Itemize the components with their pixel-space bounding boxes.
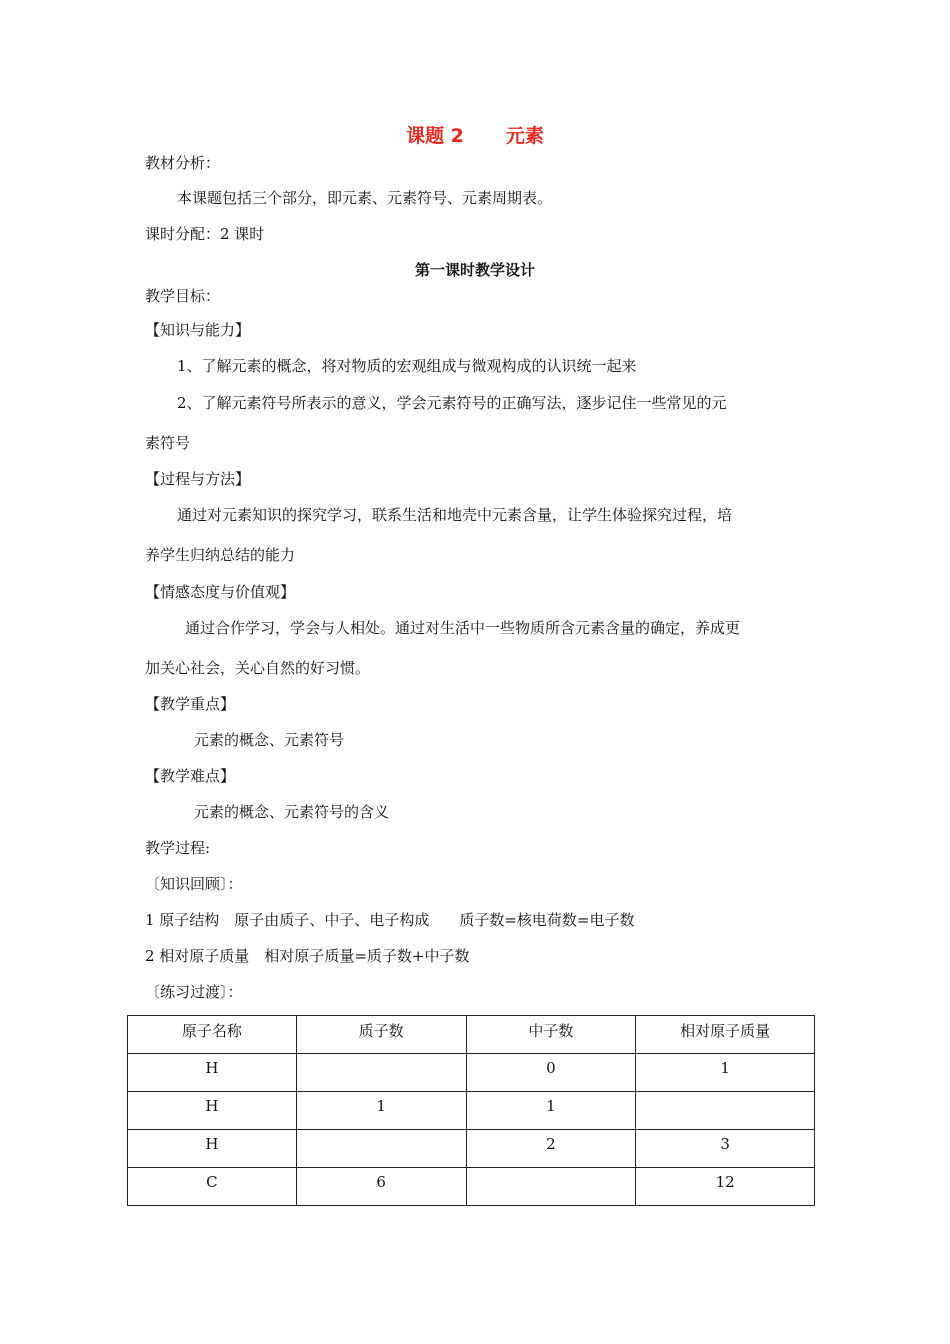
table-cell: H bbox=[128, 1092, 297, 1130]
table-cell: H bbox=[128, 1054, 297, 1092]
line-difficulties: 元素的概念、元素符号的含义 bbox=[194, 803, 390, 821]
table-cell: 12 bbox=[636, 1168, 815, 1206]
line-knowledge-review: 〔知识回顾〕： bbox=[145, 875, 243, 893]
line-goal-1: 1、了解元素的概念，将对物质的宏观组成与微观构成的认识统一起来 bbox=[177, 357, 637, 375]
header-proton-count: 质子数 bbox=[296, 1016, 466, 1054]
table-cell: 1 bbox=[466, 1092, 636, 1130]
line-goal-2-cont: 素符号 bbox=[145, 434, 191, 452]
line-process-1: 通过对元素知识的探究学习，联系生活和地壳中元素含量，让学生体验探究过程，培 bbox=[177, 506, 733, 524]
heading-difficulties: 【教学难点】 bbox=[145, 767, 236, 785]
table-cell bbox=[466, 1168, 636, 1206]
heading-emotion-values: 【情感态度与价值观】 bbox=[145, 583, 296, 601]
line-key-points: 元素的概念、元素符号 bbox=[194, 731, 345, 749]
heading-process-method: 【过程与方法】 bbox=[145, 470, 251, 488]
table-cell: 6 bbox=[296, 1168, 466, 1206]
heading-knowledge-ability: 【知识与能力】 bbox=[145, 321, 251, 339]
table-cell: 1 bbox=[636, 1054, 815, 1092]
line-process-2: 养学生归纳总结的能力 bbox=[145, 546, 296, 564]
table-row bbox=[128, 1054, 815, 1092]
line-teaching-goals: 教学目标： bbox=[145, 287, 221, 305]
table-row bbox=[128, 1168, 815, 1206]
line-goal-2: 2、了解元素符号所表示的意义，学会元素符号的正确写法，逐步记住一些常见的元 bbox=[177, 394, 727, 412]
table-cell bbox=[636, 1092, 815, 1130]
table-cell: H bbox=[128, 1130, 297, 1168]
title-part2: 元素 bbox=[505, 125, 544, 147]
practice-table bbox=[127, 1015, 815, 1206]
header-neutron-count: 中子数 bbox=[466, 1016, 636, 1054]
table-header-row bbox=[128, 1016, 815, 1054]
section-subtitle: 第一课时教学设计 bbox=[414, 261, 535, 279]
table-cell: 0 bbox=[466, 1054, 636, 1092]
line-course-parts: 本课题包括三个部分，即元素、元素符号、元素周期表。 bbox=[177, 189, 553, 207]
header-relative-mass: 相对原子质量 bbox=[636, 1016, 815, 1054]
table-row bbox=[128, 1130, 815, 1168]
line-emotion-1: 通过合作学习，学会与人相处。通过对生活中一些物质所含元素含量的确定，养成更 bbox=[185, 619, 741, 637]
table-cell bbox=[296, 1054, 466, 1092]
line-emotion-2: 加关心社会，关心自然的好习惯。 bbox=[145, 659, 371, 677]
line-class-hours: 课时分配：2 课时 bbox=[145, 225, 265, 243]
line-relative-mass: 2 相对原子质量 相对原子质量=质子数+中子数 bbox=[145, 947, 470, 965]
line-teaching-process: 教学过程: bbox=[145, 839, 211, 857]
heading-key-points: 【教学重点】 bbox=[145, 695, 236, 713]
line-practice-transition: 〔练习过渡〕： bbox=[145, 983, 243, 1001]
document-title bbox=[0, 126, 950, 146]
header-atom-name: 原子名称 bbox=[128, 1016, 297, 1054]
table-row bbox=[128, 1092, 815, 1130]
table-cell: 1 bbox=[296, 1092, 466, 1130]
table-cell: C bbox=[128, 1168, 297, 1206]
table-cell: 2 bbox=[466, 1130, 636, 1168]
line-atom-structure: 1 原子结构 原子由质子、中子、电子构成 质子数=核电荷数=电子数 bbox=[145, 911, 635, 929]
table-cell bbox=[296, 1130, 466, 1168]
title-part1: 课题 2 bbox=[406, 125, 464, 147]
table-cell: 3 bbox=[636, 1130, 815, 1168]
line-textbook-analysis: 教材分析： bbox=[145, 154, 221, 172]
